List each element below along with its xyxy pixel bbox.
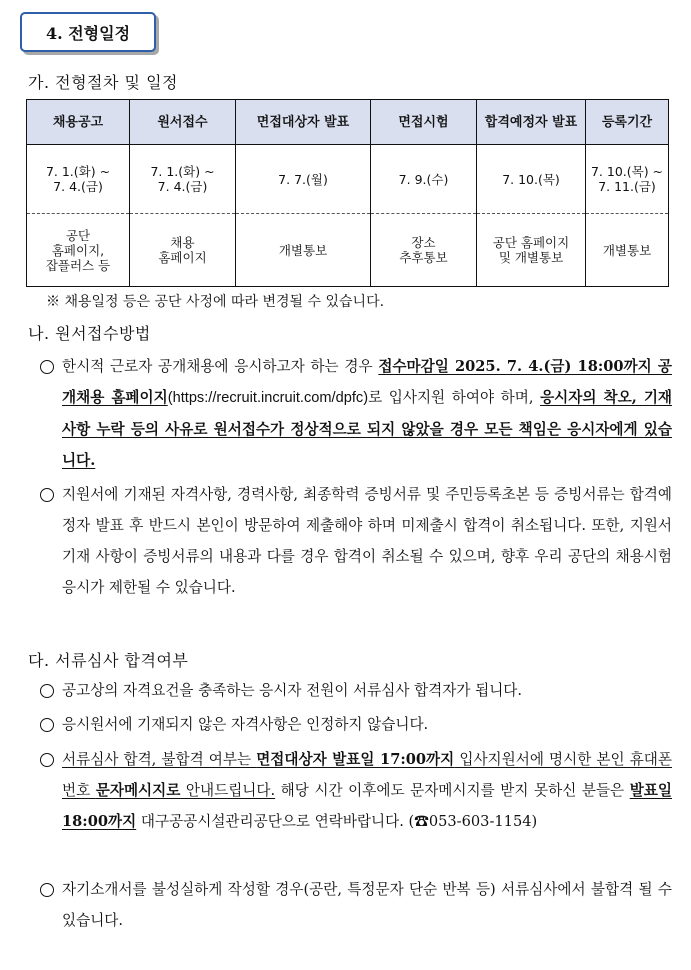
deadline-highlight: 접수마감일 2025. 7. 4.(금) 18:00까지 공개채용 홈페이지	[62, 358, 673, 406]
date-cell: 7. 10.(목) ~ 7. 11.(금)	[586, 145, 669, 214]
schedule-table	[26, 99, 669, 287]
method-cell: 장소 추후통보	[371, 214, 477, 287]
recruit-url: (https://recruit.incruit.com/dpfc)	[167, 390, 369, 406]
subheading-screening: 다. 서류심사 합격여부	[28, 651, 189, 670]
method-cell: 공단 홈페이지, 잡플러스 등	[27, 214, 130, 287]
date-cell: 7. 10.(목)	[477, 145, 586, 214]
header-cell: 면접시험	[371, 100, 477, 145]
header-cell: 채용공고	[27, 100, 130, 145]
subheading-schedule: 가. 전형절차 및 일정	[28, 73, 178, 92]
table-row-methods	[27, 214, 669, 287]
date-cell: 7. 7.(월)	[236, 145, 371, 214]
contact-deadline-highlight: 발표일 18:00까지	[62, 782, 672, 830]
bullet-self-introduction: 자기소개서를 불성실하게 작성할 경우(공란, 특정문자 단순 반복 등) 서류심사에서 불합격 될 수 있습니다.	[62, 881, 672, 929]
sms-highlight: 문자메시지로	[95, 782, 181, 799]
method-cell: 채용 홈페이지	[130, 214, 236, 287]
header-cell: 면접대상자 발표	[236, 100, 371, 145]
date-cell: 7. 1.(화) ~ 7. 4.(금)	[27, 145, 130, 214]
bullet-documents: 지원서에 기재된 자격사항, 경력사항, 최종학력 증빙서류 및 주민등록초본 등 증빙서류는 합격예정자 발표 후 반드시 본인이 방문하여 제출해야 하며 미제출시 합격이 취소됩니다. 또한, 지원서 기재 사항이 증빙서류의 내용과 다를 경우 합격이 취소될 수 있으며, 향후 우리 공단의 채용시험 응시가 제한될 수 있습니다.	[62, 486, 672, 596]
header-cell: 등록기간	[586, 100, 669, 145]
date-cell: 7. 1.(화) ~ 7. 4.(금)	[130, 145, 236, 214]
bullet-eligibility: 공고상의 자격요건을 충족하는 응시자 전원이 서류심사 합격자가 됩니다.	[62, 682, 523, 699]
interview-announcement-highlight: 면접대상자 발표일 17:00까지	[256, 751, 455, 768]
responsibility-highlight: 응시자의 착오, 기재사항 누락 등의 사유로 원서접수가 정상적으로 되지 않았을 경우 모든 책임은 응시자에게 있습니다.	[62, 389, 673, 469]
method-cell: 공단 홈페이지 및 개별통보	[477, 214, 586, 287]
subheading-application: 나. 원서접수방법	[28, 324, 151, 343]
bullet-qualification: 응시원서에 기재되지 않은 자격사항은 인정하지 않습니다.	[62, 716, 429, 733]
method-cell: 개별통보	[236, 214, 371, 287]
bullet-result-notice: 서류심사 합격, 불합격 여부는 면접대상자 발표일 17:00까지 입사지원서에 명시한 본인 휴대폰 번호 문자메시지로 안내드립니다. 해당 시간 이후에도 문자메시지를 받지 못하신 분들은 발표일 18:00까지 대구공공시설관리공단으로 연락바랍니다. (☎053-603-1154)	[62, 751, 672, 830]
section-title: 4. 전형일정	[20, 12, 156, 52]
phone-icon: ☎	[414, 813, 429, 830]
bullet-application-deadline: 한시적 근로자 공개채용에 응시하고자 하는 경우 접수마감일 2025. 7. 4.(금) 18:00까지 공개채용 홈페이지(https://recruit.incruit.com/dpfc)로 입사지원 하여야 하며, 응시자의 착오, 기재사항 누락 등의 사유로 원서접수가 정상적으로 되지 않았을 경우 모든 책임은 응시자에게 있습니다.	[62, 358, 673, 469]
schedule-note: ※ 채용일정 등은 공단 사정에 따라 변경될 수 있습니다.	[46, 294, 385, 310]
date-cell: 7. 9.(수)	[371, 145, 477, 214]
header-cell: 합격예정자 발표	[477, 100, 586, 145]
table-header-row	[27, 100, 669, 145]
phone-number: 053-603-1154)	[428, 813, 538, 830]
method-cell: 개별통보	[586, 214, 669, 287]
header-cell: 원서접수	[130, 100, 236, 145]
table-row-dates	[27, 145, 669, 214]
